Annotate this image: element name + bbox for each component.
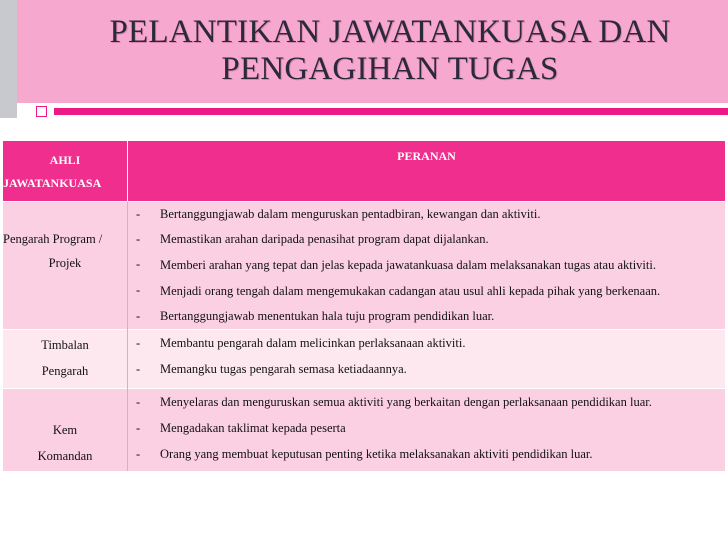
member-name-line1: Pengarah Program / — [3, 232, 103, 246]
slide-title-line1: PELANTIKAN JAWATANKUASA DAN — [109, 14, 671, 50]
duty-text: Mengadakan taklimat kepada peserta — [160, 421, 346, 435]
duty-item — [136, 202, 722, 227]
duty-text: Bertanggungjawab menentukan hala tuju program pendidikan luar. — [160, 309, 495, 323]
slide-title — [40, 14, 728, 88]
committee-roles-table — [3, 141, 725, 471]
duty-item — [136, 415, 722, 441]
duty-item — [136, 330, 722, 356]
bullet-dash: - — [136, 257, 141, 271]
bullet-dash: - — [136, 309, 141, 323]
bullet-dash: - — [136, 207, 141, 221]
decorative-square — [36, 106, 47, 117]
member-name-cell — [3, 202, 128, 330]
member-name-line2: Komandan — [37, 449, 93, 463]
bullet-dash: - — [136, 421, 141, 435]
duty-item — [136, 356, 722, 382]
member-name-cell — [3, 330, 128, 389]
bullet-dash: - — [136, 336, 141, 350]
bullet-dash: - — [136, 232, 141, 246]
bullet-dash: - — [136, 395, 141, 409]
table-row — [3, 389, 725, 472]
table-row — [3, 330, 725, 389]
duty-text: Membantu pengarah dalam melicinkan perlaksanaan aktiviti. — [160, 336, 466, 350]
bullet-dash: - — [136, 362, 141, 376]
decorative-side-bar — [0, 0, 17, 118]
duties-cell — [128, 202, 726, 330]
slide-title-line2: PENGAGIHAN TUGAS — [221, 51, 559, 87]
member-name-line1: Kem — [52, 423, 78, 437]
duties-cell — [128, 330, 726, 389]
duty-text: Menjadi orang tengah dalam mengemukakan cadangan atau usul ahli kepada pihak yang berkenaan. — [160, 284, 661, 298]
header-col1-line1: AHLI — [49, 153, 81, 167]
duty-text: Orang yang membuat keputusan penting ketika melaksanakan aktiviti pendidikan luar. — [160, 447, 593, 461]
title-underline-rule — [54, 108, 728, 115]
table-header-row — [3, 141, 725, 202]
duty-item — [136, 278, 722, 304]
member-name-cell — [3, 389, 128, 472]
duty-item — [136, 304, 722, 329]
bullet-dash: - — [136, 447, 141, 461]
duty-text: Memastikan arahan daripada penasihat program dapat dijalankan. — [160, 232, 489, 246]
header-role: PERANAN — [397, 149, 456, 163]
header-committee-member — [3, 141, 128, 202]
duty-text: Bertanggungjawab dalam menguruskan pentadbiran, kewangan dan aktiviti. — [160, 207, 541, 221]
table-row — [3, 202, 725, 330]
header-col1-line2: JAWATANKUASA — [3, 176, 102, 190]
duty-item — [136, 227, 722, 252]
duty-text: Memangku tugas pengarah semasa ketiadaannya. — [160, 362, 407, 376]
duties-cell — [128, 389, 726, 472]
duty-text: Memberi arahan yang tepat dan jelas kepada jawatankuasa dalam melaksanakan tugas atau aktiviti. — [160, 258, 656, 272]
member-name-line2: Projek — [48, 256, 82, 270]
bullet-dash: - — [136, 283, 141, 297]
duty-item — [136, 389, 722, 415]
duty-item — [136, 441, 722, 467]
member-name-line1: Timbalan — [41, 338, 89, 352]
duty-text: Menyelaras dan menguruskan semua aktiviti yang berkaitan dengan perlaksanaan pendidikan luar. — [160, 395, 652, 409]
duty-item — [136, 252, 722, 278]
member-name-line2: Pengarah — [41, 364, 89, 378]
